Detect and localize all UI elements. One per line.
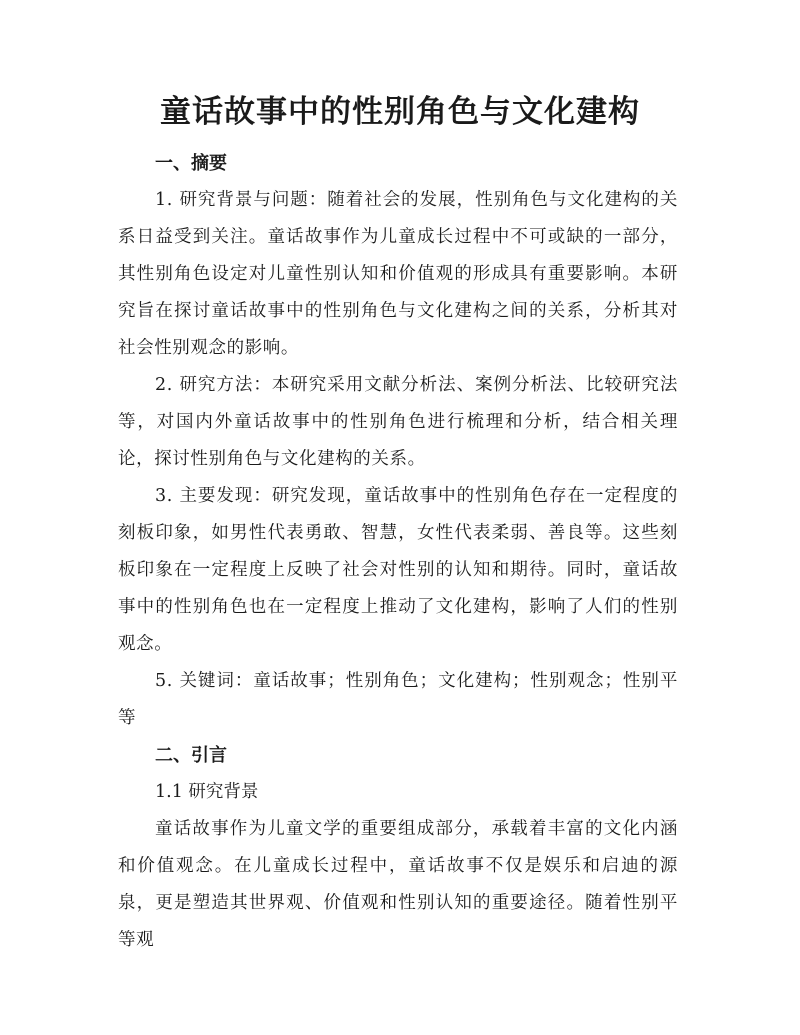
paragraph-keywords: 5. 关键词：童话故事；性别角色；文化建构；性别观念；性别平等	[118, 671, 678, 728]
paragraph-background: 1. 研究背景与问题：随着社会的发展，性别角色与文化建构的关系日益受到关注。童话故事作为儿童成长过程中不可或缺的一部分，其性别角色设定对儿童性别认知和价值观的形成具有重要影响。本研究旨在探讨童话故事中的性别角色与文化建构之间的关系，分析其对社会性别观念的影响。	[118, 190, 678, 358]
subsection-heading: 1.1 研究背景	[155, 782, 259, 802]
document-body	[118, 145, 678, 959]
intro-heading: 二、引言	[155, 745, 227, 766]
paragraph-findings: 3. 主要发现：研究发现，童话故事中的性别角色存在一定程度的刻板印象，如男性代表勇敢、智慧，女性代表柔弱、善良等。这些刻板印象在一定程度上反映了社会对性别的认知和期待。同时，童话故事中的性别角色也在一定程度上推动了文化建构，影响了人们的性别观念。	[118, 486, 678, 654]
document-title: 童话故事中的性别角色与文化建构	[160, 94, 640, 130]
paragraph-intro: 童话故事作为儿童文学的重要组成部分，承载着丰富的文化内涵和价值观念。在儿童成长过程中，童话故事不仅是娱乐和启迪的源泉，更是塑造其世界观、价值观和性别认知的重要途径。随着性别平等观	[118, 819, 678, 950]
abstract-heading: 一、摘要	[155, 153, 227, 174]
paragraph-methods: 2. 研究方法：本研究采用文献分析法、案例分析法、比较研究法等，对国内外童话故事中的性别角色进行梳理和分析，结合相关理论，探讨性别角色与文化建构的关系。	[118, 375, 678, 469]
